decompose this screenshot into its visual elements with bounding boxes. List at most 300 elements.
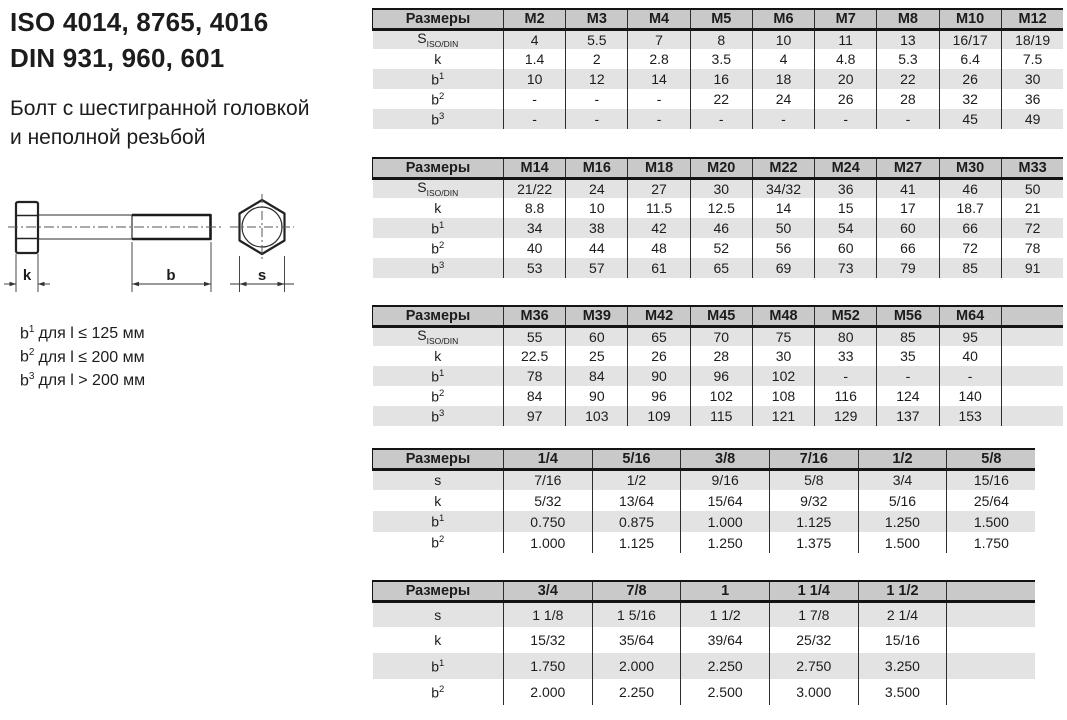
- dimension-cell: 69: [752, 258, 814, 278]
- table-corner-header: Размеры: [373, 9, 504, 29]
- row-label-base: b: [431, 111, 439, 128]
- dimension-cell: 1.500: [947, 511, 1036, 532]
- subtitle-line-2: и неполной резьбой: [10, 126, 206, 149]
- dimension-cell: 8: [690, 29, 752, 49]
- row-label: [373, 178, 504, 198]
- row-label-base: b: [431, 513, 439, 530]
- row-label-sup: 1: [439, 219, 445, 231]
- dimension-cell: 13/64: [592, 490, 681, 511]
- dimension-cell: 115: [690, 406, 752, 426]
- row-label-base: S: [417, 179, 427, 196]
- size-table-3: [372, 305, 1063, 426]
- dimension-cell: 102: [690, 386, 752, 406]
- footnote-symbol: b: [20, 348, 29, 366]
- dimension-cell: -: [877, 109, 939, 129]
- page-title: [10, 4, 268, 76]
- footnote-b3: [20, 367, 145, 390]
- dimension-cell: -: [504, 109, 566, 129]
- dimension-cell: 65: [628, 326, 690, 346]
- dimension-cell: 24: [752, 89, 814, 109]
- dimension-cell: 4: [752, 49, 814, 69]
- row-label-base: b: [431, 388, 439, 405]
- dimension-cell: 1 1/8: [504, 601, 593, 627]
- dimension-cell: 3.5: [690, 49, 752, 69]
- row-label: [373, 49, 504, 69]
- dimension-cell: 22.5: [504, 346, 566, 366]
- dimension-cell: 40: [504, 238, 566, 258]
- dimension-cell: 108: [752, 386, 814, 406]
- dimension-cell: 2 1/4: [858, 601, 947, 627]
- table-row: [373, 326, 1064, 346]
- dimension-cell: 10: [752, 29, 814, 49]
- row-label: [373, 326, 504, 346]
- dimension-cell: 9/32: [769, 490, 858, 511]
- hex-end-view: [230, 194, 294, 260]
- row-label-base: s: [434, 472, 442, 489]
- dimension-cell: 85: [939, 258, 1001, 278]
- dimension-cell: 3.500: [858, 679, 947, 705]
- column-header: M2: [504, 9, 566, 29]
- dimension-cell: -: [566, 109, 628, 129]
- bolt-side-view: [8, 202, 222, 253]
- dimension-cell: 25/32: [769, 627, 858, 653]
- dimension-cell: -: [939, 366, 1001, 386]
- dimension-cell: 4.8: [815, 49, 877, 69]
- dimension-cell: 18.7: [939, 198, 1001, 218]
- arrowhead: [132, 282, 139, 286]
- footnote-symbol: b: [20, 371, 29, 389]
- dimension-cell: 121: [752, 406, 814, 426]
- column-header: M10: [939, 9, 1001, 29]
- empty-cell: [947, 679, 1036, 705]
- column-header: M6: [752, 9, 814, 29]
- column-header: M48: [752, 306, 814, 326]
- dimension-cell: 33: [815, 346, 877, 366]
- header-row: [373, 581, 1036, 601]
- table-row: [373, 218, 1064, 238]
- dimension-cell: 1.000: [504, 532, 593, 553]
- row-label: [373, 198, 504, 218]
- dimension-cell: 22: [877, 69, 939, 89]
- dimension-cell: -: [628, 89, 690, 109]
- column-header: M36: [504, 306, 566, 326]
- dimension-cell: 1 7/8: [769, 601, 858, 627]
- row-label-base: b: [431, 658, 439, 675]
- empty-cell: [1001, 326, 1063, 346]
- header-row: [373, 9, 1064, 29]
- table-row: [373, 532, 1036, 553]
- dimension-cell: 124: [877, 386, 939, 406]
- dimension-cell: -: [752, 109, 814, 129]
- dimension-cell: 22: [690, 89, 752, 109]
- dim-label-b: b: [166, 267, 176, 284]
- footnote-b1: [20, 320, 145, 343]
- footnote-b2: [20, 343, 145, 366]
- column-header: M7: [815, 9, 877, 29]
- row-label-base: s: [434, 606, 442, 623]
- row-label-base: b: [431, 240, 439, 257]
- dimension-cell: -: [877, 366, 939, 386]
- dimension-cell: 5/32: [504, 490, 593, 511]
- size-table-2: [372, 157, 1063, 278]
- row-label-sub: ISO/DIN: [426, 335, 459, 346]
- dimension-cell: 0.875: [592, 511, 681, 532]
- dimension-cell: 20: [815, 69, 877, 89]
- column-header: M22: [752, 158, 814, 178]
- empty-cell: [947, 627, 1036, 653]
- column-header: 1/4: [504, 449, 593, 469]
- dimension-cell: -: [815, 366, 877, 386]
- column-header: 1: [681, 581, 770, 601]
- dimension-cell: 42: [628, 218, 690, 238]
- dimension-cell: 60: [815, 238, 877, 258]
- dim-label-s: s: [257, 267, 267, 284]
- empty-cell: [1001, 346, 1063, 366]
- dimension-cell: 72: [1001, 218, 1063, 238]
- table-row: [373, 49, 1064, 69]
- dimension-cell: 21: [1001, 198, 1063, 218]
- table-row: [373, 89, 1064, 109]
- column-header: M64: [939, 306, 1001, 326]
- dimension-cell: 1.375: [769, 532, 858, 553]
- dimension-cell: 24: [566, 178, 628, 198]
- dimension-cell: 18: [752, 69, 814, 89]
- dimension-cell: 25: [566, 346, 628, 366]
- column-header: M14: [504, 158, 566, 178]
- dimension-cell: 40: [939, 346, 1001, 366]
- size-table-4: [372, 448, 1035, 553]
- table-row: [373, 406, 1064, 426]
- page-subtitle: [10, 94, 309, 152]
- dimension-cell: 15/32: [504, 627, 593, 653]
- row-label: [373, 469, 504, 490]
- dimension-cell: 1.4: [504, 49, 566, 69]
- dimension-cell: 2.000: [504, 679, 593, 705]
- dimension-cell: 55: [504, 326, 566, 346]
- dimension-cell: 129: [815, 406, 877, 426]
- dimension-cell: 38: [566, 218, 628, 238]
- row-label: [373, 346, 504, 366]
- row-label-base: k: [434, 51, 442, 67]
- table-row: [373, 386, 1064, 406]
- dimension-cell: 21/22: [504, 178, 566, 198]
- dimension-cell: 90: [628, 366, 690, 386]
- dimension-cell: 3/4: [858, 469, 947, 490]
- dimension-cell: 60: [877, 218, 939, 238]
- dimension-cell: 34: [504, 218, 566, 238]
- dimension-cell: 96: [628, 386, 690, 406]
- table-row: [373, 109, 1064, 129]
- column-header: M18: [628, 158, 690, 178]
- footnote-text: для l ≤ 125 мм: [38, 325, 145, 343]
- row-label: [373, 386, 504, 406]
- column-header: M20: [690, 158, 752, 178]
- column-header: M5: [690, 9, 752, 29]
- column-header: 5/8: [947, 449, 1036, 469]
- table-row: [373, 198, 1064, 218]
- table-row: [373, 511, 1036, 532]
- row-label-base: b: [431, 260, 439, 277]
- dimension-cell: 2.750: [769, 653, 858, 679]
- row-label-base: b: [431, 368, 439, 385]
- row-label-base: S: [417, 327, 427, 344]
- dimension-cell: 5.5: [566, 29, 628, 49]
- table-row: [373, 490, 1036, 511]
- dimension-cell: 73: [815, 258, 877, 278]
- dimension-cell: 85: [877, 326, 939, 346]
- table-row: [373, 653, 1036, 679]
- dimension-cell: 15/16: [858, 627, 947, 653]
- table-row: [373, 178, 1064, 198]
- dimension-cell: 95: [939, 326, 1001, 346]
- dimension-cell: 16: [690, 69, 752, 89]
- row-label-sup: 1: [439, 513, 445, 525]
- row-label-base: k: [434, 200, 442, 216]
- dimension-cell: 1.125: [769, 511, 858, 532]
- row-label-sup: 1: [439, 657, 445, 669]
- dimension-cell: 12: [566, 69, 628, 89]
- dimension-cell: 65: [690, 258, 752, 278]
- dimension-cell: 49: [1001, 109, 1063, 129]
- table-row: [373, 679, 1036, 705]
- dimension-cell: 30: [690, 178, 752, 198]
- row-label: [373, 258, 504, 278]
- dimension-cell: 1 1/2: [681, 601, 770, 627]
- table-row: [373, 601, 1036, 627]
- empty-column-header: [1001, 306, 1063, 326]
- row-label-base: b: [431, 408, 439, 425]
- row-label-sup: 3: [439, 259, 445, 271]
- dimension-cell: -: [628, 109, 690, 129]
- dimension-cell: -: [504, 89, 566, 109]
- bolt-drawing: [0, 190, 310, 302]
- dimension-cell: 3.250: [858, 653, 947, 679]
- dimension-cell: 54: [815, 218, 877, 238]
- size-table-1: [372, 8, 1063, 129]
- dimension-cell: 7.5: [1001, 49, 1063, 69]
- row-label: [373, 511, 504, 532]
- dimension-cell: 84: [566, 366, 628, 386]
- row-label: [373, 366, 504, 386]
- column-header: 1/2: [858, 449, 947, 469]
- dimension-cell: 36: [815, 178, 877, 198]
- dimension-cell: 6.4: [939, 49, 1001, 69]
- table-corner-header: Размеры: [373, 449, 504, 469]
- dimension-cell: 36: [1001, 89, 1063, 109]
- row-label-sup: 1: [439, 367, 445, 379]
- row-label-base: b: [431, 71, 439, 88]
- column-header: M3: [566, 9, 628, 29]
- header-row: [373, 449, 1036, 469]
- dimension-cell: 75: [752, 326, 814, 346]
- title-iso-line: ISO 4014, 8765, 4016: [10, 7, 269, 37]
- dimension-cell: 32: [939, 89, 1001, 109]
- dimension-cell: 90: [566, 386, 628, 406]
- dimension-cell: 53: [504, 258, 566, 278]
- row-label-sub: ISO/DIN: [426, 187, 459, 198]
- dimension-cell: 3.000: [769, 679, 858, 705]
- dimension-cell: 14: [752, 198, 814, 218]
- footnote-symbol: b: [20, 325, 29, 343]
- dimension-cell: 30: [752, 346, 814, 366]
- dimension-cell: 103: [566, 406, 628, 426]
- table-row: [373, 627, 1036, 653]
- column-header: M39: [566, 306, 628, 326]
- column-header: M30: [939, 158, 1001, 178]
- dimension-cell: 52: [690, 238, 752, 258]
- table-corner-header: Размеры: [373, 306, 504, 326]
- dimension-cell: 1.500: [858, 532, 947, 553]
- dimension-cell: 66: [877, 238, 939, 258]
- size-table-5: [372, 580, 1035, 705]
- dimension-cell: 7: [628, 29, 690, 49]
- dimension-cell: 12.5: [690, 198, 752, 218]
- table-row: [373, 69, 1064, 89]
- column-header: M27: [877, 158, 939, 178]
- dimension-cell: 96: [690, 366, 752, 386]
- row-label: [373, 653, 504, 679]
- dimension-cell: 28: [877, 89, 939, 109]
- dimension-cell: 11: [815, 29, 877, 49]
- arrowhead: [38, 282, 45, 286]
- row-label: [373, 490, 504, 511]
- dimension-cell: 46: [690, 218, 752, 238]
- table-row: [373, 238, 1064, 258]
- table-row: [373, 366, 1064, 386]
- dimension-cell: 14: [628, 69, 690, 89]
- row-label-sup: 2: [439, 90, 445, 102]
- column-header: 7/16: [769, 449, 858, 469]
- dimension-cell: 18/19: [1001, 29, 1063, 49]
- column-header: 7/8: [592, 581, 681, 601]
- dimension-cell: 1/2: [592, 469, 681, 490]
- row-label-sup: 2: [439, 534, 445, 546]
- row-label: [373, 679, 504, 705]
- dimension-cell: 35: [877, 346, 939, 366]
- footnote-sup: 2: [28, 347, 35, 359]
- dimension-cell: 60: [566, 326, 628, 346]
- header-row: [373, 306, 1064, 326]
- dimension-cell: 0.750: [504, 511, 593, 532]
- dim-label-k: k: [22, 267, 32, 284]
- column-header: M52: [815, 306, 877, 326]
- dimension-cell: 78: [1001, 238, 1063, 258]
- column-header: M12: [1001, 9, 1063, 29]
- column-header: M56: [877, 306, 939, 326]
- dimension-cell: 50: [752, 218, 814, 238]
- row-label: [373, 532, 504, 553]
- row-label: [373, 69, 504, 89]
- dimension-cell: 8.8: [504, 198, 566, 218]
- dimension-cell: 13: [877, 29, 939, 49]
- dimension-cell: 70: [690, 326, 752, 346]
- dimension-cell: 45: [939, 109, 1001, 129]
- column-header: 3/4: [504, 581, 593, 601]
- footnote-sup: 1: [28, 324, 35, 335]
- row-label-sup: 3: [439, 110, 445, 122]
- dimension-cell: 116: [815, 386, 877, 406]
- dimension-cell: 15/64: [681, 490, 770, 511]
- dimension-cell: 61: [628, 258, 690, 278]
- column-header: M45: [690, 306, 752, 326]
- footnote-text: для l > 200 мм: [38, 371, 146, 389]
- dimension-cell: 97: [504, 406, 566, 426]
- dimension-cell: 79: [877, 258, 939, 278]
- dimension-cell: -: [566, 89, 628, 109]
- row-label: [373, 109, 504, 129]
- dimension-cell: 2.500: [681, 679, 770, 705]
- dimension-cell: 7/16: [504, 469, 593, 490]
- dimension-cell: 1.125: [592, 532, 681, 553]
- footnotes: [20, 320, 145, 390]
- row-label-sup: 2: [439, 239, 445, 251]
- empty-cell: [947, 601, 1036, 627]
- dimension-cell: 50: [1001, 178, 1063, 198]
- dimension-cell: 56: [752, 238, 814, 258]
- dimension-cell: 25/64: [947, 490, 1036, 511]
- dimension-cell: 46: [939, 178, 1001, 198]
- row-label-base: b: [431, 91, 439, 108]
- row-label: [373, 89, 504, 109]
- dimension-cell: 15/16: [947, 469, 1036, 490]
- dimension-cell: 2.000: [592, 653, 681, 679]
- dimension-cell: 1.250: [681, 532, 770, 553]
- arrowhead: [240, 282, 247, 286]
- dimension-cell: 80: [815, 326, 877, 346]
- dimension-cell: 15: [815, 198, 877, 218]
- dimension-cell: 66: [939, 218, 1001, 238]
- column-header: 1 1/4: [769, 581, 858, 601]
- column-header: M24: [815, 158, 877, 178]
- empty-cell: [947, 653, 1036, 679]
- dimension-cell: 30: [1001, 69, 1063, 89]
- row-label: [373, 29, 504, 49]
- row-label-sub: ISO/DIN: [426, 38, 459, 49]
- header-row: [373, 158, 1064, 178]
- dimension-cell: 2: [566, 49, 628, 69]
- dimension-cell: 109: [628, 406, 690, 426]
- row-label: [373, 238, 504, 258]
- dimension-cell: -: [815, 109, 877, 129]
- dimension-cell: 1.750: [947, 532, 1036, 553]
- column-header: M8: [877, 9, 939, 29]
- dimension-cell: 9/16: [681, 469, 770, 490]
- dimension-cell: 35/64: [592, 627, 681, 653]
- dimension-cell: 137: [877, 406, 939, 426]
- dimension-cell: 5/8: [769, 469, 858, 490]
- dimension-cell: 26: [815, 89, 877, 109]
- dimension-cell: 72: [939, 238, 1001, 258]
- arrowhead: [204, 282, 211, 286]
- row-label-base: k: [434, 348, 442, 364]
- dimension-cell: 2.250: [681, 653, 770, 679]
- column-header: 3/8: [681, 449, 770, 469]
- column-header: M16: [566, 158, 628, 178]
- table-row: [373, 258, 1064, 278]
- dimension-cell: 39/64: [681, 627, 770, 653]
- row-label: [373, 218, 504, 238]
- row-label-base: k: [434, 492, 442, 509]
- dimension-cell: 16/17: [939, 29, 1001, 49]
- dimension-cell: 153: [939, 406, 1001, 426]
- footnote-text: для l ≤ 200 мм: [38, 348, 145, 366]
- row-label-base: b: [431, 220, 439, 237]
- row-label: [373, 601, 504, 627]
- dimension-cell: 48: [628, 238, 690, 258]
- empty-column-header: [947, 581, 1036, 601]
- dimension-cell: 78: [504, 366, 566, 386]
- column-header: M33: [1001, 158, 1063, 178]
